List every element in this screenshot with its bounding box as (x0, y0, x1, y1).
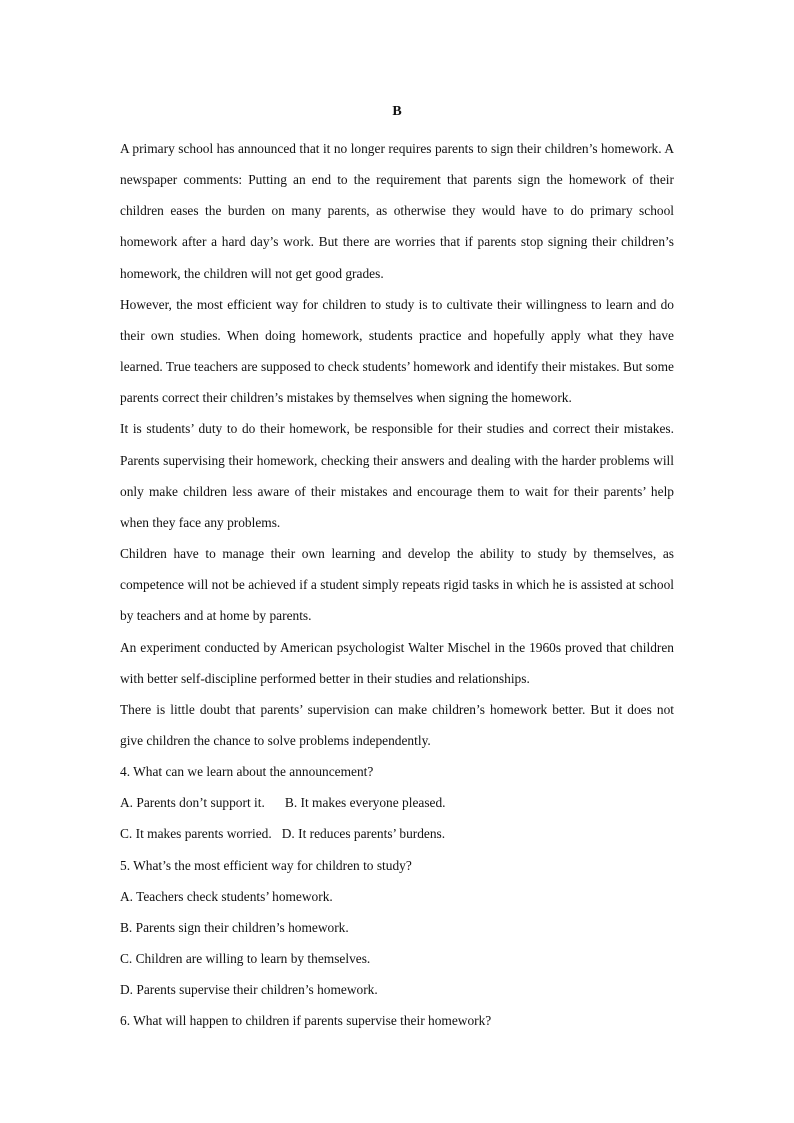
passage-paragraph-1: A primary school has announced that it no longer requires parents to sign their children’s homework. A newspaper comments: Putting an end to the requirement that parents sign the homework of their children eases the burden on many parents, as otherwise they would have to do primary school homework after a hard day’s work. But there are worries that if parents stop signing their children’s homework, the children will not get good grades. (120, 141, 674, 281)
document-body (120, 133, 674, 1037)
passage-paragraph-5: An experiment conducted by American psychologist Walter Mischel in the 1960s proved that children with better self-discipline performed better in their studies and relationships. (120, 639, 674, 686)
question-5-stem: 5. What’s the most efficient way for children to study? (120, 857, 412, 873)
passage-paragraph-4: Children have to manage their own learning and develop the ability to study by themselves, as competence will not be achieved if a student simply repeats rigid tasks in which he is assisted at school by teachers and at home by parents. (120, 546, 674, 624)
question-4-stem: 4. What can we learn about the announcement? (120, 764, 374, 780)
section-title: B (392, 104, 402, 119)
question-5-option-a: A. Teachers check students’ homework. (120, 888, 333, 904)
question-4-options-row-1: A. Parents don’t support it. B. It makes everyone pleased. (120, 795, 446, 811)
question-5-option-c: C. Children are willing to learn by themselves. (120, 951, 371, 967)
question-5-option-b: B. Parents sign their children’s homework. (120, 919, 349, 935)
question-4-options-row-2: C. It makes parents worried. D. It reduces parents’ burdens. (120, 826, 446, 842)
question-6-stem: 6. What will happen to children if parents supervise their homework? (120, 1013, 492, 1029)
passage-paragraph-3: It is students’ duty to do their homework, be responsible for their studies and correct their mistakes. Parents supervising their homework, checking their answers and dealing with the harder problems will only make children less aware of their mistakes and encourage them to wait for their parents’ help when they face any problems. (120, 421, 674, 530)
passage-paragraph-6: There is little doubt that parents’ supervision can make children’s homework better. But it does not give children the chance to solve problems independently. (120, 701, 674, 748)
passage-paragraph-2: However, the most efficient way for children to study is to cultivate their willingness to learn and do their own studies. When doing homework, students practice and hopefully apply what they have learned. True teachers are supposed to check students’ homework and identify their mistakes. But some parents correct their children’s mistakes by themselves when signing the homework. (120, 296, 674, 406)
question-5-option-d: D. Parents supervise their children’s homework. (120, 982, 378, 998)
